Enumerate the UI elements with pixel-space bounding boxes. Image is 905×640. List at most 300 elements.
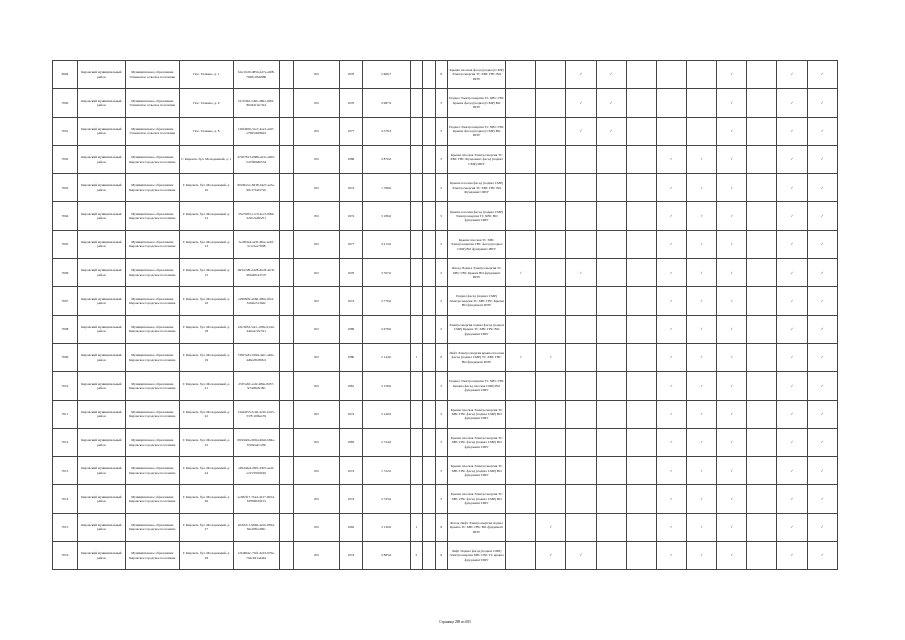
- check-mark-cell: ✓: [717, 542, 747, 570]
- check-mark-cell: ✓: [687, 343, 717, 371]
- cell-empty: [279, 513, 294, 541]
- check-mark-cell: [747, 542, 777, 570]
- check-mark-cell: [626, 343, 656, 371]
- cell-services: Подвал Электроэнергия ТС ХВС ГВС Крыша фасад (подвал) СМР) ВО ИПУ: [447, 117, 505, 145]
- check-mark-cell: ✓: [717, 145, 747, 173]
- cell-district: Кировский муниципальный район: [77, 343, 125, 371]
- check-mark-cell: ✓: [777, 372, 807, 400]
- check-mark-cell: [596, 202, 626, 230]
- cell-num: 7011: [53, 400, 78, 428]
- check-mark-cell: [596, 287, 626, 315]
- check-mark-cell: ✓: [687, 542, 717, 570]
- check-mark-cell: ✓: [807, 287, 837, 315]
- cell-f1: [410, 61, 422, 89]
- cell-empty: [279, 315, 294, 343]
- cell-district: Кировский муниципальный район: [77, 542, 125, 570]
- table-row: [53, 202, 838, 230]
- check-mark-cell: ✓: [807, 542, 837, 570]
- cell-num: 7006: [53, 259, 78, 287]
- check-mark-cell: [747, 259, 777, 287]
- cell-address: Г. Кировск, бул. Молодежный, д. 26: [179, 485, 233, 513]
- check-mark-cell: [596, 372, 626, 400]
- cell-services: Фасад Подвал Электроэнергия ТС ХВС ГВС Крыша ВО фундамент ИПУ: [447, 259, 505, 287]
- cell-empty: [279, 202, 294, 230]
- cell-num: 6994: [53, 61, 78, 89]
- check-mark-cell: [626, 513, 656, 541]
- cell-services: Лифт Подвал фасад (подвал СМР) Электроэнергия ХВС ГВС ТС крыша фундамент ИПУ: [447, 542, 505, 570]
- check-mark-cell: ✓: [717, 343, 747, 371]
- check-mark-cell: ✓: [656, 400, 686, 428]
- check-mark-cell: ✓: [717, 428, 747, 456]
- cell-address: Г. Кировск, бул. Молодежный, д. 22: [179, 400, 233, 428]
- cell-empty: [279, 174, 294, 202]
- cell-guid: e2906f3f-e060-480a-9fcd-329afe5139dc: [233, 287, 279, 315]
- table-body: [53, 61, 838, 570]
- cell-f1: [410, 428, 422, 456]
- check-mark-cell: ✓: [807, 513, 837, 541]
- check-mark-cell: ✓: [777, 513, 807, 541]
- cell-district: Кировский муниципальный район: [77, 259, 125, 287]
- cell-area: 3 158,0: [362, 372, 410, 400]
- check-mark-cell: [626, 542, 656, 570]
- cell-type: РО: [294, 174, 340, 202]
- check-mark-cell: ✓: [807, 372, 837, 400]
- check-mark-cell: [536, 485, 566, 513]
- check-mark-cell: ✓: [807, 61, 837, 89]
- cell-num: 7007: [53, 287, 78, 315]
- table-row: [53, 61, 838, 89]
- check-mark-cell: ✓: [596, 117, 626, 145]
- cell-municipality: Муниципальное образование Кировское городское поселение: [125, 485, 179, 513]
- cell-empty: [279, 542, 294, 570]
- cell-type: РО: [294, 61, 340, 89]
- cell-f2: [423, 89, 435, 117]
- check-mark-cell: ✓: [656, 513, 686, 541]
- cell-services: Лифт Электроэнергия крыша плоская фасад (подвал СМР) ТС ХВС ГВС ВО фундамент ИПУ: [447, 343, 505, 371]
- check-mark-cell: [687, 117, 717, 145]
- cell-municipality: Муниципальное образование Кировское городское поселение: [125, 343, 179, 371]
- check-mark-cell: [566, 202, 596, 230]
- cell-address: Г. Кировск, бул. Молодежный, д. 16: [179, 287, 233, 315]
- check-mark-cell: ✓: [687, 315, 717, 343]
- cell-type: РО: [294, 287, 340, 315]
- cell-area: 2 666,7: [362, 61, 410, 89]
- cell-empty: [279, 485, 294, 513]
- cell-services: Крыша плоская Электроэнергия ТС ХВС ГВС фасад (подвал СМР) ВО фундамент ИПУ: [447, 428, 505, 456]
- cell-f2: [423, 457, 435, 485]
- check-mark-cell: [687, 61, 717, 89]
- check-mark-cell: [596, 230, 626, 258]
- cell-year: 1977: [339, 117, 362, 145]
- cell-services: Крыша плоская ТС ХВС Электроэнергия ГВС фасад (подвал СМР) ВО фундамент ИПУ: [447, 230, 505, 258]
- check-mark-cell: [747, 202, 777, 230]
- check-mark-cell: ✓: [687, 513, 717, 541]
- cell-num: 7015: [53, 513, 78, 541]
- cell-district: Кировский муниципальный район: [77, 400, 125, 428]
- cell-year: 1977: [339, 230, 362, 258]
- cell-guid: ecd82f17-7ba4-4217-9b54-fd78b6b9f153: [233, 485, 279, 513]
- cell-district: Кировский муниципальный район: [77, 174, 125, 202]
- check-mark-cell: [536, 259, 566, 287]
- cell-area: 2 883,0: [362, 542, 410, 570]
- check-mark-cell: [506, 485, 536, 513]
- cell-num: 7005: [53, 230, 78, 258]
- check-mark-cell: ✓: [566, 117, 596, 145]
- check-mark-cell: ✓: [656, 174, 686, 202]
- check-mark-cell: [626, 61, 656, 89]
- cell-guid: 53e7b0f3-1cc0-4ec3-9f66-220c2e4f0251: [233, 202, 279, 230]
- check-mark-cell: ✓: [656, 428, 686, 456]
- cell-num: 7009: [53, 343, 78, 371]
- cell-f2: [423, 174, 435, 202]
- check-mark-cell: ✓: [596, 61, 626, 89]
- check-mark-cell: [506, 174, 536, 202]
- table-row: [53, 400, 838, 428]
- check-mark-cell: [506, 457, 536, 485]
- check-mark-cell: [656, 61, 686, 89]
- cell-f1: [410, 485, 422, 513]
- cell-year: 1974: [339, 174, 362, 202]
- cell-f2: [423, 61, 435, 89]
- check-mark-cell: ✓: [687, 202, 717, 230]
- check-mark-cell: ✓: [807, 485, 837, 513]
- check-mark-cell: [747, 428, 777, 456]
- cell-f1: [410, 230, 422, 258]
- cell-type: РО: [294, 485, 340, 513]
- check-mark-cell: ✓: [566, 61, 596, 89]
- cell-area: 2 724,0: [362, 428, 410, 456]
- check-mark-cell: ✓: [777, 287, 807, 315]
- check-mark-cell: [626, 117, 656, 145]
- check-mark-cell: [626, 457, 656, 485]
- cell-num: 7010: [53, 372, 78, 400]
- cell-type: РО: [294, 315, 340, 343]
- check-mark-cell: [596, 259, 626, 287]
- check-mark-cell: [747, 89, 777, 117]
- check-mark-cell: ✓: [807, 117, 837, 145]
- cell-f2: [423, 287, 435, 315]
- check-mark-cell: [506, 117, 536, 145]
- cell-guid: 73827e81-0b9d-4efc-a491-4d0e23b958c2: [233, 343, 279, 371]
- cell-year: 1989: [339, 315, 362, 343]
- cell-address: Г. Кировск, бул. Молодежный, д. 19: [179, 343, 233, 371]
- check-mark-cell: [747, 343, 777, 371]
- cell-address: Г. Кировск, бул. Молодежный, д. 13: [179, 230, 233, 258]
- cell-num: 7001: [53, 117, 78, 145]
- cell-year: 1980: [339, 343, 362, 371]
- cell-f1: 1: [410, 513, 422, 541]
- check-mark-cell: ✓: [777, 117, 807, 145]
- cell-guid: a95da6e4-f60f-43b5-ae4f-ec553709f160: [233, 457, 279, 485]
- check-mark-cell: ✓: [717, 457, 747, 485]
- cell-guid: d7207813-0b86-4e3c-a9b5-bd7f60940534: [233, 145, 279, 173]
- check-mark-cell: ✓: [717, 259, 747, 287]
- check-mark-cell: [747, 174, 777, 202]
- check-mark-cell: [536, 89, 566, 117]
- table-row: [53, 174, 838, 202]
- cell-empty: [279, 89, 294, 117]
- table-row: [53, 287, 838, 315]
- cell-num: 7016: [53, 542, 78, 570]
- check-mark-cell: [687, 89, 717, 117]
- cell-services: Электроэнергия подвал фасад (подвал СМР) Крыша ТС ХВС ГВС ВО фундамент ИПУ: [447, 315, 505, 343]
- check-mark-cell: [536, 174, 566, 202]
- cell-municipality: Муниципальное образование Кировское городское поселение: [125, 315, 179, 343]
- cell-area: 2 743,0: [362, 485, 410, 513]
- cell-f1: [410, 315, 422, 343]
- check-mark-cell: ✓: [777, 542, 807, 570]
- check-mark-cell: ✓: [656, 485, 686, 513]
- cell-num: 7003: [53, 174, 78, 202]
- cell-f2: [423, 485, 435, 513]
- check-mark-cell: ✓: [717, 315, 747, 343]
- cell-year: 1974: [339, 485, 362, 513]
- cell-municipality: Муниципальное образование Глажевское сельское поселение: [125, 89, 179, 117]
- cell-f1: [410, 89, 422, 117]
- check-mark-cell: ✓: [777, 174, 807, 202]
- check-mark-cell: [626, 145, 656, 173]
- check-mark-cell: ✓: [656, 230, 686, 258]
- check-mark-cell: [536, 145, 566, 173]
- cell-district: Кировский муниципальный район: [77, 202, 125, 230]
- cell-services: Крыша плоская фасад (подвал) СМР) Электроэнергия ТС ХВС ГВС ВО ИПУ: [447, 61, 505, 89]
- check-mark-cell: [506, 61, 536, 89]
- check-mark-cell: [626, 400, 656, 428]
- cell-area: 3 707,0: [362, 259, 410, 287]
- check-mark-cell: ✓: [717, 202, 747, 230]
- cell-num: 7002: [53, 145, 78, 173]
- cell-address: Г. Кировск, бул. Молодежный, д. 10: [179, 174, 233, 202]
- check-mark-cell: ✓: [777, 61, 807, 89]
- check-mark-cell: [596, 315, 626, 343]
- cell-municipality: Муниципальное образование Кировское городское поселение: [125, 457, 179, 485]
- check-mark-cell: [747, 513, 777, 541]
- check-mark-cell: [566, 513, 596, 541]
- cell-f1: [410, 400, 422, 428]
- page-footer: Страница 288 из 683: [439, 620, 471, 624]
- cell-year: 1983: [339, 428, 362, 456]
- check-mark-cell: [506, 315, 536, 343]
- check-mark-cell: ✓: [717, 117, 747, 145]
- check-mark-cell: ✓: [807, 89, 837, 117]
- cell-f3: 5: [435, 259, 447, 287]
- cell-municipality: Муниципальное образование Кировское городское поселение: [125, 174, 179, 202]
- cell-f3: 5: [435, 287, 447, 315]
- cell-type: РО: [294, 343, 340, 371]
- cell-empty: [279, 428, 294, 456]
- cell-f3: 5: [435, 457, 447, 485]
- cell-f3: 5: [435, 117, 447, 145]
- check-mark-cell: [566, 287, 596, 315]
- check-mark-cell: ✓: [777, 457, 807, 485]
- cell-guid: fd1f3f42-5d2b-460a-9f63-8043d1f2c324: [233, 89, 279, 117]
- check-mark-cell: ✓: [777, 145, 807, 173]
- cell-guid: 993ce58f-dd28-4bc8-a0c8-d6f4491437d7: [233, 259, 279, 287]
- check-mark-cell: ✓: [566, 89, 596, 117]
- cell-area: 2 870,0: [362, 145, 410, 173]
- check-mark-cell: [566, 230, 596, 258]
- table-row: [53, 117, 838, 145]
- check-mark-cell: [506, 542, 536, 570]
- cell-municipality: Муниципальное образование Глажевское сельское поселение: [125, 61, 179, 89]
- check-mark-cell: [747, 117, 777, 145]
- cell-f3: 5: [435, 485, 447, 513]
- check-mark-cell: [536, 457, 566, 485]
- cell-guid: 12bd6b4c-7bf2-4c03-970e-7b4c631a4461: [233, 542, 279, 570]
- cell-type: РО: [294, 542, 340, 570]
- cell-guid: 693c6e9a-0b6d-46a0-b84a-f7e82aeb1c06: [233, 428, 279, 456]
- table-row: [53, 457, 838, 485]
- check-mark-cell: ✓: [717, 287, 747, 315]
- check-mark-cell: [747, 61, 777, 89]
- check-mark-cell: [747, 485, 777, 513]
- cell-guid: 1d0fd650-3ce7-4ee3-ae97-e7665d2f86d3: [233, 117, 279, 145]
- check-mark-cell: ✓: [656, 457, 686, 485]
- check-mark-cell: ✓: [656, 287, 686, 315]
- check-mark-cell: [596, 542, 626, 570]
- cell-municipality: Муниципальное образование Кировское городское поселение: [125, 202, 179, 230]
- check-mark-cell: ✓: [807, 457, 837, 485]
- check-mark-cell: ✓: [807, 259, 837, 287]
- cell-municipality: Муниципальное образование Кировское городское поселение: [125, 542, 179, 570]
- check-mark-cell: [536, 287, 566, 315]
- cell-municipality: Муниципальное образование Кировское городское поселение: [125, 230, 179, 258]
- check-mark-cell: ✓: [656, 542, 686, 570]
- check-mark-cell: [566, 372, 596, 400]
- check-mark-cell: ✓: [566, 259, 596, 287]
- cell-empty: [279, 287, 294, 315]
- check-mark-cell: ✓: [807, 400, 837, 428]
- cell-f1: 2: [410, 542, 422, 570]
- cell-f2: [423, 145, 435, 173]
- cell-district: Кировский муниципальный район: [77, 485, 125, 513]
- cell-area: 1 722,0: [362, 457, 410, 485]
- cell-f2: [423, 259, 435, 287]
- cell-empty: [279, 372, 294, 400]
- cell-f1: [410, 174, 422, 202]
- cell-services: Фасад Лифт Электроэнергия подвал Крыша ТС ХВС ГВС ВО фундамент ИПУ: [447, 513, 505, 541]
- table-row: [53, 372, 838, 400]
- cell-year: 1976: [339, 61, 362, 89]
- check-mark-cell: ✓: [596, 89, 626, 117]
- check-mark-cell: [536, 428, 566, 456]
- check-mark-cell: ✓: [656, 145, 686, 173]
- cell-year: 1986: [339, 145, 362, 173]
- check-mark-cell: [626, 428, 656, 456]
- cell-f2: [423, 400, 435, 428]
- check-mark-cell: [747, 145, 777, 173]
- cell-services: Подвал фасад (подвал СМР) Электроэнергия ТС ХВС ГВС Крыша ВО фундамент ИПУ: [447, 287, 505, 315]
- table-row: [53, 230, 838, 258]
- check-mark-cell: ✓: [687, 372, 717, 400]
- cell-f2: [423, 230, 435, 258]
- cell-num: 7014: [53, 485, 78, 513]
- cell-f1: [410, 202, 422, 230]
- check-mark-cell: [566, 485, 596, 513]
- cell-area: 2 987,9: [362, 89, 410, 117]
- cell-f3: 5: [435, 372, 447, 400]
- check-mark-cell: ✓: [536, 513, 566, 541]
- check-mark-cell: [596, 513, 626, 541]
- table-row: [53, 89, 838, 117]
- cell-f1: [410, 259, 422, 287]
- check-mark-cell: [626, 287, 656, 315]
- check-mark-cell: ✓: [717, 372, 747, 400]
- cell-municipality: Муниципальное образование Кировское городское поселение: [125, 400, 179, 428]
- cell-address: Пос. Глажево, д. 1: [179, 61, 233, 89]
- cell-guid: f2ec1029-d85b-427e-a9f8-7928c18e0980: [233, 61, 279, 89]
- cell-f3: 5: [435, 230, 447, 258]
- check-mark-cell: ✓: [807, 343, 837, 371]
- cell-f2: [423, 513, 435, 541]
- check-mark-cell: [566, 457, 596, 485]
- cell-district: Кировский муниципальный район: [77, 89, 125, 117]
- cell-area: 2 678,0: [362, 315, 410, 343]
- check-mark-cell: ✓: [566, 542, 596, 570]
- check-mark-cell: [656, 89, 686, 117]
- cell-municipality: Муниципальное образование Кировское городское поселение: [125, 145, 179, 173]
- cell-type: РО: [294, 230, 340, 258]
- check-mark-cell: [656, 117, 686, 145]
- check-mark-cell: [626, 372, 656, 400]
- check-mark-cell: ✓: [717, 89, 747, 117]
- cell-address: Пос. Глажево, д. 8: [179, 117, 233, 145]
- cell-type: РО: [294, 457, 340, 485]
- cell-empty: [279, 117, 294, 145]
- cell-empty: [279, 230, 294, 258]
- table-row: [53, 145, 838, 173]
- cell-f2: [423, 202, 435, 230]
- cell-empty: [279, 457, 294, 485]
- cell-services: Крыша плоская Электроэнергия ТС ХВС ГВС Фундамент фасад (подвал СМР) ИПУ: [447, 145, 505, 173]
- cell-f2: [423, 372, 435, 400]
- cell-district: Кировский муниципальный район: [77, 145, 125, 173]
- cell-f2: [423, 428, 435, 456]
- cell-type: РО: [294, 145, 340, 173]
- cell-guid: 9026b2ce-8238-4427-ae5e-96c17f4d17eb: [233, 174, 279, 202]
- check-mark-cell: [747, 372, 777, 400]
- check-mark-cell: [596, 457, 626, 485]
- cell-f1: [410, 287, 422, 315]
- cell-f3: 5: [435, 400, 447, 428]
- check-mark-cell: [626, 89, 656, 117]
- check-mark-cell: ✓: [807, 428, 837, 456]
- cell-empty: [279, 259, 294, 287]
- check-mark-cell: [596, 485, 626, 513]
- cell-district: Кировский муниципальный район: [77, 230, 125, 258]
- check-mark-cell: ✓: [777, 315, 807, 343]
- check-mark-cell: ✓: [777, 230, 807, 258]
- check-mark-cell: [747, 230, 777, 258]
- cell-district: Кировский муниципальный район: [77, 117, 125, 145]
- cell-district: Кировский муниципальный район: [77, 372, 125, 400]
- table-row: [53, 259, 838, 287]
- check-mark-cell: [536, 202, 566, 230]
- cell-f3: 5: [435, 428, 447, 456]
- cell-district: Кировский муниципальный район: [77, 428, 125, 456]
- check-mark-cell: [596, 400, 626, 428]
- cell-area: 4 213,0: [362, 230, 410, 258]
- cell-services: Крыша плоская Электроэнергия ТС ХВС ГВС фасад (подвал СМР) ВО фундамент ИПУ: [447, 400, 505, 428]
- cell-year: 1974: [339, 287, 362, 315]
- check-mark-cell: ✓: [777, 259, 807, 287]
- check-mark-cell: [626, 315, 656, 343]
- cell-area: 3 130,0: [362, 513, 410, 541]
- cell-empty: [279, 145, 294, 173]
- cell-area: 3 140,0: [362, 400, 410, 428]
- check-mark-cell: ✓: [717, 400, 747, 428]
- check-mark-cell: ✓: [656, 315, 686, 343]
